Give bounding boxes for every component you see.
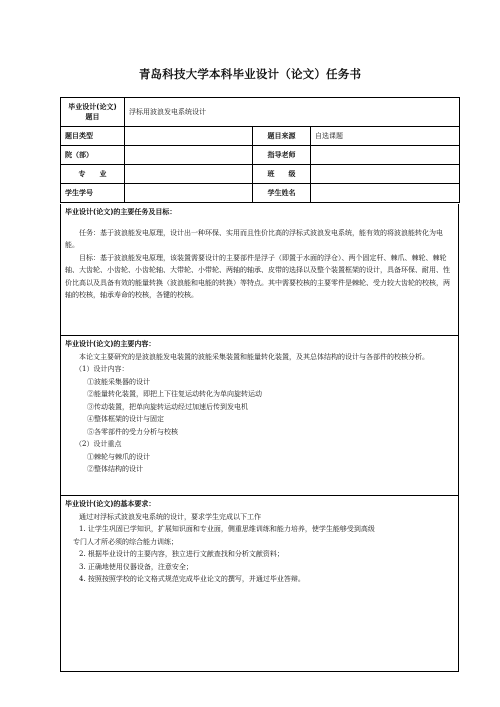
student-id-label: 学生学号 [61, 184, 125, 203]
section-requirements [60, 496, 459, 672]
list-item: ⑤各零部件的受力分析与校核 [87, 427, 178, 436]
class-value [311, 165, 460, 184]
list-item: ①波能采集器的设计 [87, 377, 150, 386]
source-label: 题目来源 [253, 127, 311, 146]
content-intro: 本论文主要研究的是波浪能发电装置的波能采集装置和能量转化装置，及其总体结构的设计与各部件的校核分析。 [79, 352, 429, 361]
list-item: ③传动装置，把单向旋转运动经过加速后传到发电机 [87, 402, 248, 411]
source-value: 自选课题 [311, 127, 460, 146]
type-label: 题目类型 [61, 127, 125, 146]
list-item: 3. 正确地使用仪器设备，注意安全； [79, 562, 193, 571]
topic-value: 浮标用波浪发电系统设计 [125, 98, 460, 127]
major-value [125, 165, 253, 184]
table-row [61, 127, 460, 146]
task-paragraph: 任务：基于波浪能发电原理，设计出一种环保、实用而且性价比高的浮标式波浪发电系统，能有效的将波浪能转化为电能。 [65, 228, 443, 249]
dept-label: 院（部） [61, 146, 125, 165]
advisor-label: 指导老师 [253, 146, 311, 165]
table-row [61, 146, 460, 165]
student-id-value [125, 184, 253, 203]
major-label: 专 业 [61, 165, 125, 184]
section-tasks [60, 204, 459, 336]
section-content-heading: 毕业设计(论文)的主要内容： [65, 340, 156, 348]
dept-value [125, 146, 253, 165]
advisor-value [311, 146, 460, 165]
requirements-intro: 通过对浮标式波浪发电系统的设计，要求学生完成以下工作 [79, 512, 261, 521]
info-table [60, 97, 460, 203]
table-row [61, 165, 460, 184]
design-content-title: （1）设计内容： [75, 365, 129, 373]
list-item: 4. 按照按照学校的论文格式规范完成毕业论文的撰写，并通过毕业答辩。 [79, 575, 305, 583]
list-item: ②整体结构的设计 [87, 465, 143, 473]
class-label: 班 级 [253, 165, 311, 184]
section-content [60, 336, 459, 496]
list-item: ④整体框架的设计与固定 [87, 415, 164, 423]
student-name-label: 学生姓名 [253, 184, 311, 203]
design-focus-title: （2）设计重点 [75, 440, 122, 448]
list-item: ②能量转化装置，即把上下往复运动转化为单向旋转运动 [87, 390, 262, 398]
list-item: 1. 让学生巩固已学知识，扩展知识面和专业面，侧重思维训练和能力培养，使学生能够受到高级 [79, 525, 375, 533]
list-item: 2. 根据毕业设计的主要内容，独立进行文献查找和分析文献资料； [79, 550, 284, 558]
student-name-value [311, 184, 460, 203]
type-value [125, 127, 253, 146]
table-row [61, 98, 460, 127]
document-title: 青岛科技大学本科毕业设计（论文）任务书 [138, 67, 362, 81]
list-item: ①棘轮与棘爪的设计 [87, 452, 150, 461]
list-item-continued: 专门人才所必须的综合能力训练； [73, 537, 178, 546]
table-row [61, 184, 460, 203]
section-tasks-heading: 毕业设计(论文)的主要任务及目标： [65, 208, 177, 216]
goal-paragraph: 目标：基于波浪能发电原理，该装置需要设计的主要部件是浮子（即置于水面的浮仓）、两个固定杆、棘爪、棘轮、棘轮轴、大齿轮、小齿轮、小齿轮轴、大带轮、小带轮、两轴的轴承、皮带的选择以及整个装置框架的设计，具备环保、耐用、性价比高以及具备有效的能量转换（波浪能和电能的转换）等特点。其中需要校核的主要零件是棘轮、受力较大齿轮的校核，两轴的校核，轴承寿命的校核，各键的校核。 [65, 253, 450, 299]
topic-label: 毕业设计(论文)题目 [61, 98, 125, 127]
section-requirements-heading: 毕业设计(论文)的基本要求： [65, 500, 156, 508]
